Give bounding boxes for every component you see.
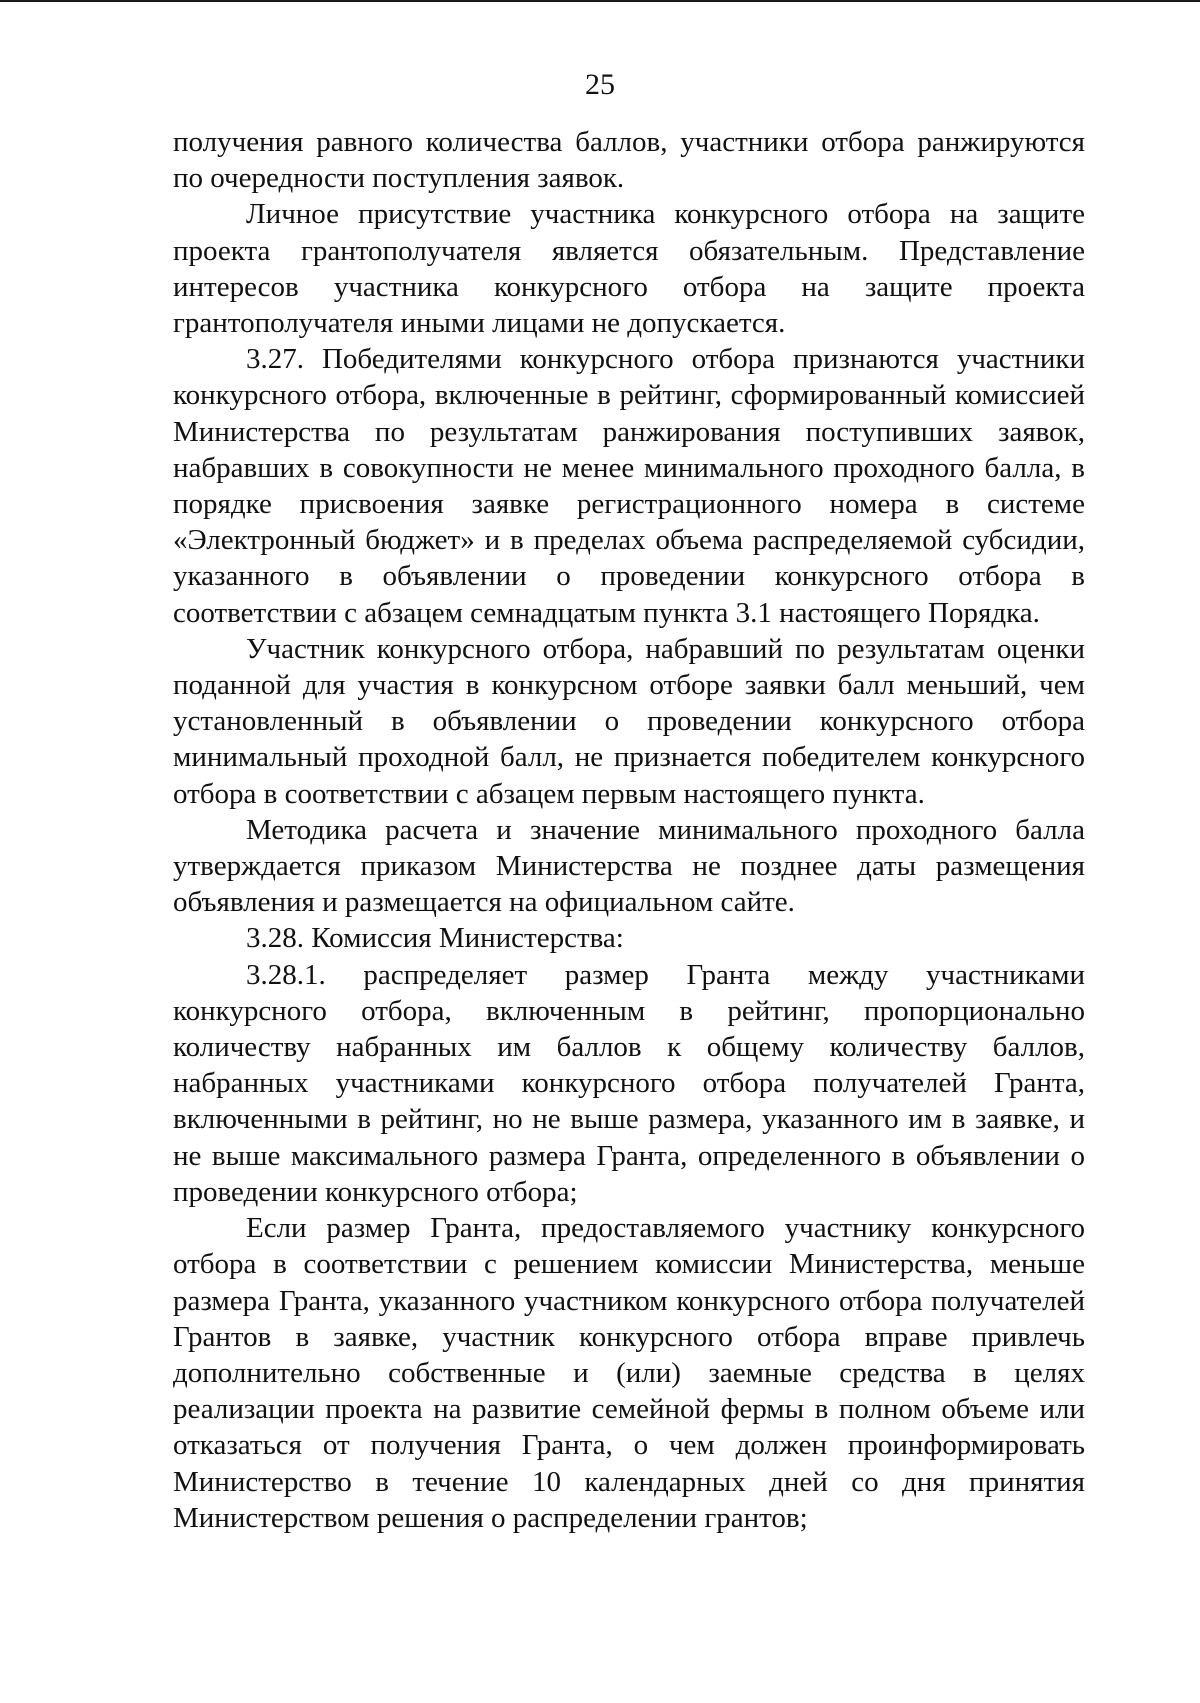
paragraph-personal-presence: Личное присутствие участника конкурсного отбора на защите проекта грантополучателя является обязательным. Представление интересов участника конкурсного отбора на защите проекта грантополучателя иными лицами не допускается.	[173, 198, 1085, 340]
page-number: 25	[585, 68, 615, 101]
document-body	[173, 124, 1085, 1536]
paragraph-continuation: получения равного количества баллов, участники отбора ранжируются по очередности поступления заявок.	[173, 126, 1085, 195]
paragraph-grant-reduction: Если размер Гранта, предоставляемого участнику конкурсного отбора в соответствии с решением комиссии Министерства, меньше размера Гранта, указанного участником конкурсного отбора получателей Грантов в заявке, участник конкурсного отбора вправе привлечь дополнительно собственные и (или) заемные средства в целях реализации проекта на развитие семейной фермы в полном объеме или отказаться от получения Гранта, о чем должен проинформировать Министерство в течение 10 календарных дней со дня принятия Министерством решения о распределении грантов;	[173, 1212, 1085, 1534]
paragraph-min-score: Участник конкурсного отбора, набравший по результатам оценки поданной для участия в конкурсном отборе заявки балл меньший, чем установленный в объявлении о проведении конкурсного отбора минимальный проходной балл, не признается победителем конкурсного отбора в соответствии с абзацем первым настоящего пункта.	[173, 632, 1085, 810]
paragraph-methodology: Методика расчета и значение минимального проходного балла утверждается приказом Министерства не позднее даты размещения объявления и размещается на официальном сайте.	[173, 813, 1085, 919]
paragraph-3-28-commission: 3.28. Комиссия Министерства:	[246, 922, 624, 955]
paragraph-3-27-winners: 3.27. Победителями конкурсного отбора признаются участники конкурсного отбора, включенные в рейтинг, сформированный комиссией Министерства по результатам ранжирования поступивших заявок, набравших в совокупности не менее минимального проходного балла, в порядке присвоения заявке регистрационного номера в системе «Электронный бюджет» и в пределах объема распределяемой субсидии, указанного в объявлении о проведении конкурсного отбора в соответствии с абзацем семнадцатым пункта 3.1 настоящего Порядка.	[173, 343, 1085, 629]
paragraph-3-28-1-distribution: 3.28.1. распределяет размер Гранта между участниками конкурсного отбора, включенным в рейтинг, пропорционально количеству набранных им баллов к общему количеству баллов, набранных участниками конкурсного отбора получателей Гранта, включенными в рейтинг, но не выше размера, указанного им в заявке, и не выше максимального размера Гранта, определенного в объявлении о проведении конкурсного отбора;	[173, 958, 1085, 1208]
